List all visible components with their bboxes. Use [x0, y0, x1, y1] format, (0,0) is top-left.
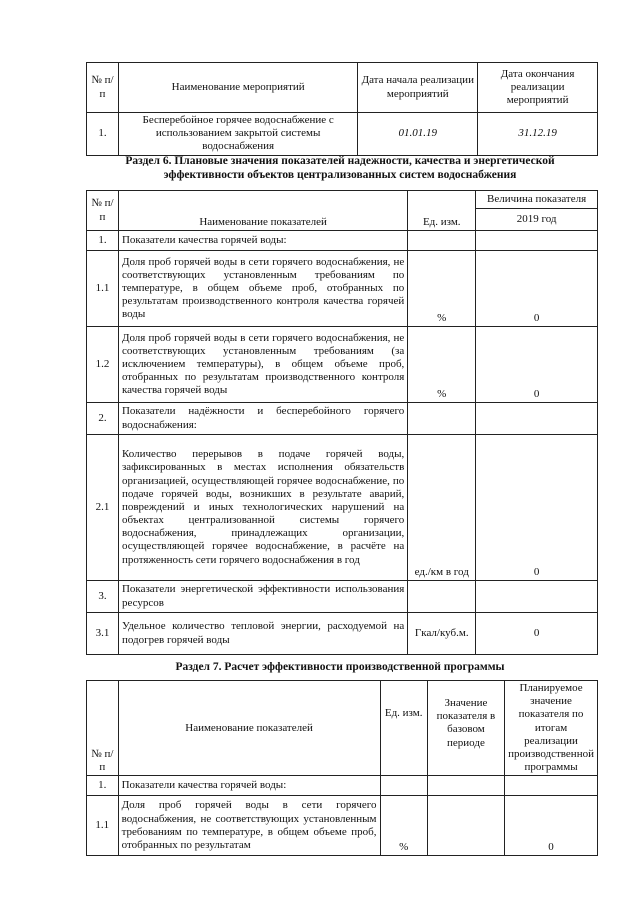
row-num: 2.	[87, 403, 119, 435]
row-num: 3.	[87, 581, 119, 613]
header-measure-name: Наименование мероприятий	[118, 63, 357, 113]
row-value	[476, 231, 598, 251]
header-num: № п/п	[87, 191, 119, 231]
row-indicator-name: Доля проб горячей воды в сети горячего водоснабжения, не соответствующих установленным требованиям по температуре, в общем объеме проб, отобранных по результатам производственного контроля качества горячей воды	[118, 251, 407, 327]
row-base-value	[427, 796, 504, 856]
header-unit: Ед. изм.	[408, 191, 476, 231]
row-indicator-name: Показатели качества горячей воды:	[118, 231, 407, 251]
table-row	[87, 113, 598, 156]
row-base-value	[427, 776, 504, 796]
row-indicator-name: Удельное количество тепловой энергии, расходуемой на подогрев горячей воды	[118, 613, 407, 655]
section6-header-row	[87, 191, 598, 209]
section6-table	[86, 190, 598, 655]
row-unit	[408, 403, 476, 435]
table-row	[87, 435, 598, 581]
row-unit: %	[408, 251, 476, 327]
table-row	[87, 327, 598, 403]
table-row	[87, 231, 598, 251]
table-row	[87, 403, 598, 435]
table-row	[87, 776, 598, 796]
header-value-group: Величина показателя	[476, 191, 598, 209]
row-value	[476, 581, 598, 613]
row-end-date: 31.12.19	[478, 113, 598, 156]
measures-table	[86, 62, 598, 156]
table-row	[87, 581, 598, 613]
row-num: 3.1	[87, 613, 119, 655]
row-unit	[380, 776, 427, 796]
row-indicator-name: Доля проб горячей воды в сети горячего водоснабжения, не соответствующих установленным требованиям по температуре, в общем объеме проб, отобранных по результатам	[118, 796, 380, 856]
row-num: 1.1	[87, 796, 119, 856]
row-indicator-name: Количество перерывов в подаче горячей воды, зафиксированных в местах исполнения обязательств организацией, осуществляющей горячее водоснабжение, по подаче горячей воды, возникших в результате аварий, повреждений и иных технологических нарушений на объектах централизованной системы горячего водоснабжения, принадлежащих организации, осуществляющей горячее водоснабжение, в расчёте на протяженность сети горячего водоснабжения в год	[118, 435, 407, 581]
row-value: 0	[476, 327, 598, 403]
measures-header-row	[87, 63, 598, 113]
row-value: 0	[476, 613, 598, 655]
row-num: 1.	[87, 776, 119, 796]
header-planned-value: Планируемое значение показателя по итогам реализации производственной программы	[505, 681, 598, 776]
table-row	[87, 251, 598, 327]
row-unit: %	[380, 796, 427, 856]
section7-table	[86, 680, 598, 856]
header-base-value: Значение показателя в базовом периоде	[427, 681, 504, 776]
row-num: 1.	[87, 113, 119, 156]
table-row	[87, 796, 598, 856]
row-unit: %	[408, 327, 476, 403]
row-indicator-name: Показатели энергетической эффективности использования ресурсов	[118, 581, 407, 613]
row-indicator-name: Показатели качества горячей воды:	[118, 776, 380, 796]
header-num: № п/п	[87, 63, 119, 113]
row-unit	[408, 581, 476, 613]
row-value: 0	[476, 251, 598, 327]
header-start-date: Дата начала реализации мероприятий	[358, 63, 478, 113]
row-unit: ед./км в год	[408, 435, 476, 581]
row-indicator-name: Показатели надёжности и бесперебойного горячего водоснабжения:	[118, 403, 407, 435]
header-unit: Ед. изм.	[380, 681, 427, 776]
row-num: 2.1	[87, 435, 119, 581]
header-indicator-name: Наименование показателей	[118, 681, 380, 776]
row-value: 0	[476, 435, 598, 581]
row-num: 1.2	[87, 327, 119, 403]
row-start-date: 01.01.19	[358, 113, 478, 156]
section6-title: Раздел 6. Плановые значения показателей надежности, качества и энергетической эффективности объектов централизованных систем водоснабжения	[125, 155, 555, 182]
row-unit	[408, 231, 476, 251]
row-num: 1.	[87, 231, 119, 251]
row-num: 1.1	[87, 251, 119, 327]
header-year: 2019 год	[476, 209, 598, 231]
row-unit: Гкал/куб.м.	[408, 613, 476, 655]
header-indicator-name: Наименование показателей	[118, 191, 407, 231]
header-num: № п/п	[87, 681, 119, 776]
row-indicator-name: Доля проб горячей воды в сети горячего водоснабжения, не соответствующих установленным требованиям (за исключением температуры), в общем объеме проб, отобранных по результатам производственного контроля качества горячей воды	[118, 327, 407, 403]
section7-title: Раздел 7. Расчет эффективности производственной программы	[175, 661, 505, 673]
row-planned-value	[505, 776, 598, 796]
row-planned-value: 0	[505, 796, 598, 856]
header-end-date: Дата окончания реализации мероприятий	[478, 63, 598, 113]
section7-header-row	[87, 681, 598, 776]
table-row	[87, 613, 598, 655]
row-measure-name: Бесперебойное горячее водоснабжение с использованием закрытой системы водоснабжения	[118, 113, 357, 156]
row-value	[476, 403, 598, 435]
